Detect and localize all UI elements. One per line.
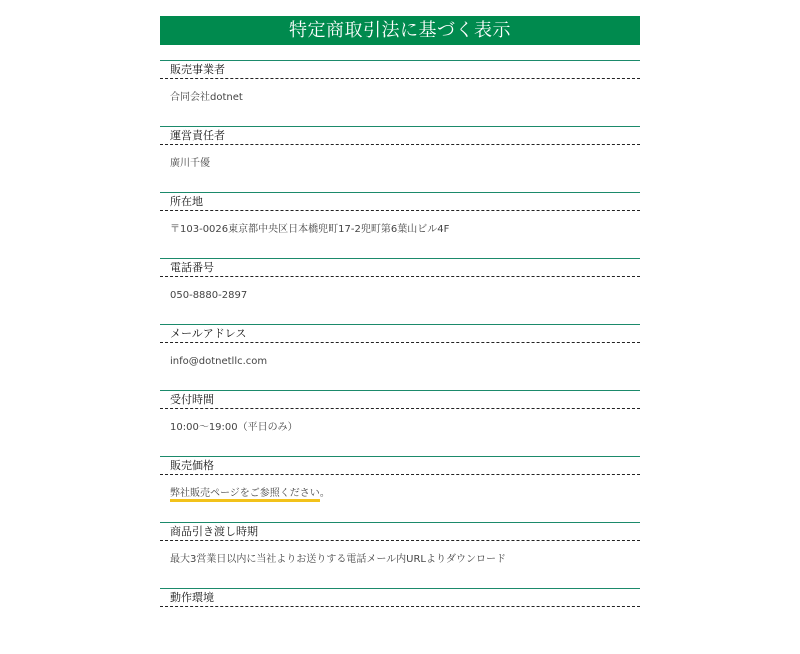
page-title: 特定商取引法に基づく表示 bbox=[160, 16, 640, 45]
section-label: 販売事業者 bbox=[170, 63, 225, 76]
section-header bbox=[160, 522, 640, 541]
section-value: 合同会社dotnet bbox=[170, 92, 243, 103]
section-phone bbox=[160, 258, 640, 324]
section-header bbox=[160, 390, 640, 409]
section-header bbox=[160, 456, 640, 475]
section-label: 電話番号 bbox=[170, 261, 214, 274]
section-seller bbox=[160, 60, 640, 126]
section-email bbox=[160, 324, 640, 390]
section-header bbox=[160, 60, 640, 79]
section-header bbox=[160, 324, 640, 343]
section-label: メールアドレス bbox=[170, 327, 247, 340]
section-hours bbox=[160, 390, 640, 456]
section-label: 所在地 bbox=[170, 195, 203, 208]
section-value: 最大3営業日以内に当社よりお送りする電話メール内URLよりダウンロード bbox=[170, 554, 507, 565]
section-label: 商品引き渡し時期 bbox=[170, 525, 258, 538]
link-suffix: 。 bbox=[319, 488, 330, 499]
section-value bbox=[170, 487, 330, 501]
section-label: 販売価格 bbox=[170, 459, 214, 472]
section-label: 運営責任者 bbox=[170, 129, 225, 142]
section-delivery bbox=[160, 522, 640, 588]
section-value: 050-8880-2897 bbox=[170, 290, 248, 301]
section-label: 受付時間 bbox=[170, 393, 214, 406]
section-value: 10:00〜19:00（平日のみ） bbox=[170, 422, 298, 433]
section-header bbox=[160, 258, 640, 277]
section-price bbox=[160, 456, 640, 522]
section-address bbox=[160, 192, 640, 258]
section-label: 動作環境 bbox=[170, 591, 214, 604]
section-value: 〒103-0026東京都中央区日本橋兜町17-2兜町第6葉山ビル4F bbox=[170, 224, 450, 235]
section-environment bbox=[160, 588, 640, 654]
section-manager bbox=[160, 126, 640, 192]
section-header bbox=[160, 588, 640, 607]
section-header bbox=[160, 126, 640, 145]
sales-page-link[interactable]: 弊社販売ページをご参照ください bbox=[170, 488, 320, 502]
legal-notice-page bbox=[160, 16, 640, 654]
notice-sections bbox=[160, 60, 640, 654]
section-value: 廣川千優 bbox=[170, 158, 210, 169]
section-header bbox=[160, 192, 640, 211]
section-value: info@dotnetllc.com bbox=[170, 356, 268, 367]
